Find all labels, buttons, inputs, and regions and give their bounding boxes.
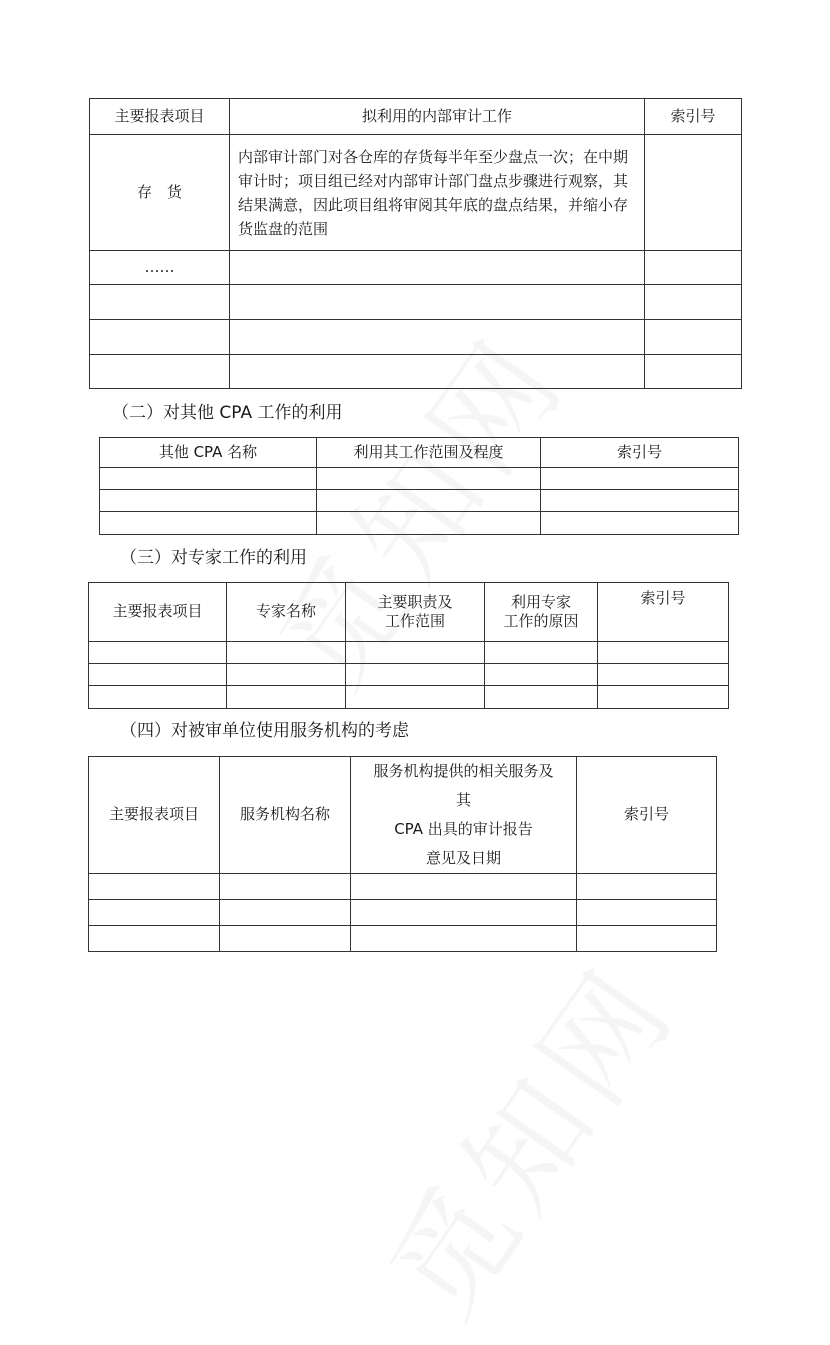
header-service-line3: CPA 出具的审计报告: [394, 820, 533, 838]
header-reason: [485, 583, 598, 642]
row-ellipsis: ……: [90, 251, 230, 285]
header-service-name: 服务机构名称: [220, 757, 351, 874]
header-service-line1: 服务机构提供的相关服务及: [373, 762, 554, 780]
header-expert-name: 专家名称: [227, 583, 346, 642]
section3-heading: （三）对专家工作的利用: [120, 548, 307, 568]
header-service-line4: 意见及日期: [425, 849, 501, 867]
internal-audit-table: [89, 98, 742, 389]
header-index: 索引号: [541, 438, 739, 468]
header-duty-line1: 主要职责及: [377, 592, 453, 611]
other-cpa-table: [99, 437, 739, 535]
header-reason-line2: 工作的原因: [503, 612, 579, 630]
header-duty: [346, 583, 485, 642]
section4-heading: （四）对被审单位使用服务机构的考虑: [120, 721, 409, 741]
header-service-line2: 其: [455, 791, 471, 809]
row-item: 存 货: [90, 135, 230, 251]
header-duty-line2: 工作范围: [384, 612, 445, 630]
header-index: 索引号: [598, 583, 729, 642]
expert-table: [88, 582, 729, 709]
header-work: 拟利用的内部审计工作: [230, 99, 645, 135]
header-item: 主要报表项目: [90, 99, 230, 135]
watermark-bottom: [343, 927, 708, 1345]
header-reason-line1: 利用专家: [510, 592, 571, 611]
row-work: 内部审计部门对各仓库的存货每半年至少盘点一次；在中期审计时；项目组已经对内部审计部门盘点步骤进行观察，其结果满意，因此项目组将审阅其年底的盘点结果，并缩小存货监盘的范围: [238, 147, 629, 238]
header-scope: 利用其工作范围及程度: [317, 438, 541, 468]
header-item: 主要报表项目: [89, 757, 220, 874]
header-service: [351, 757, 577, 874]
section2-heading: （二）对其他 CPA 工作的利用: [112, 403, 343, 423]
row-index: [645, 135, 742, 251]
header-index: 索引号: [645, 99, 742, 135]
header-index: 索引号: [577, 757, 717, 874]
service-org-table: [88, 756, 717, 952]
header-cpa-name: 其他 CPA 名称: [100, 438, 317, 468]
header-item: 主要报表项目: [89, 583, 227, 642]
